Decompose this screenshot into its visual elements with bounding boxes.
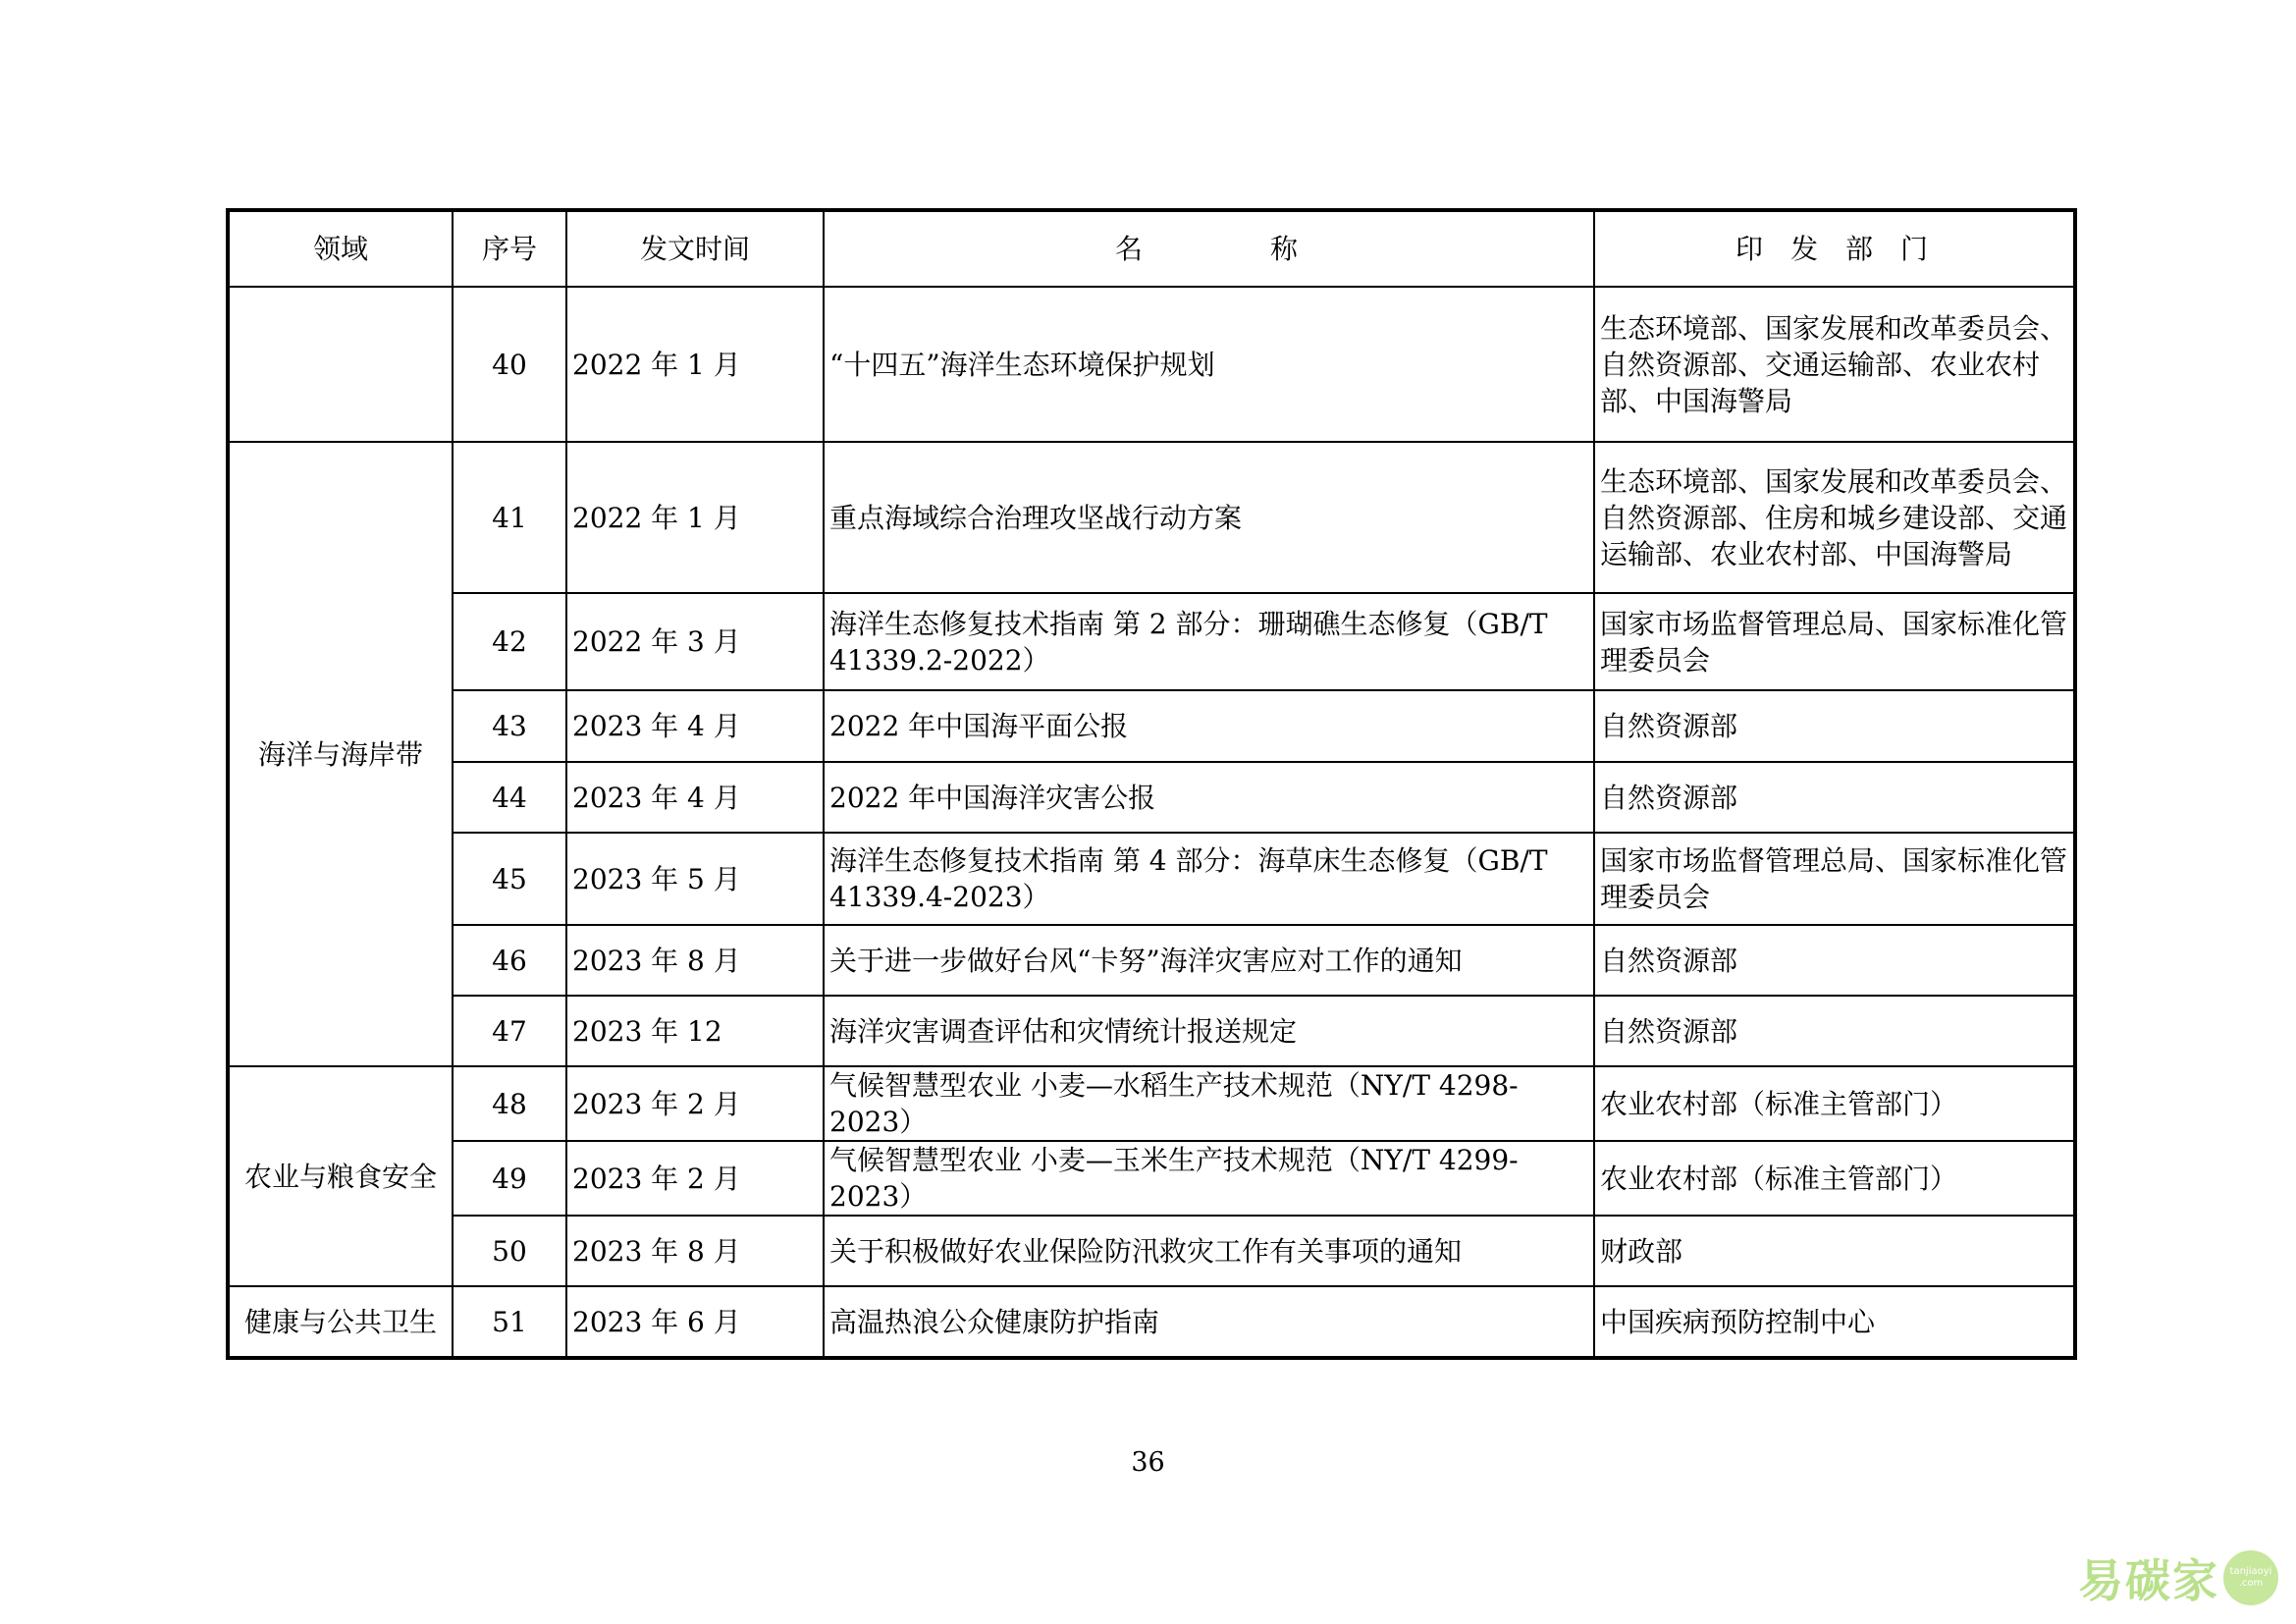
name-cell: 海洋灾害调查评估和灾情统计报送规定 — [824, 996, 1594, 1066]
name-cell: 2022 年中国海洋灾害公报 — [824, 762, 1594, 833]
dept-cell: 自然资源部 — [1594, 762, 2074, 833]
dept-cell: 自然资源部 — [1594, 925, 2074, 996]
dept-cell: 国家市场监督管理总局、国家标准化管理委员会 — [1594, 833, 2074, 925]
date-cell: 2022 年 3 月 — [566, 593, 824, 690]
table-row — [229, 1216, 2074, 1286]
watermark-badge — [2223, 1550, 2278, 1605]
dept-cell: 中国疾病预防控制中心 — [1594, 1286, 2074, 1357]
date-cell: 2023 年 6 月 — [566, 1286, 824, 1357]
seq-cell: 41 — [453, 442, 566, 593]
dept-cell: 生态环境部、国家发展和改革委员会、自然资源部、住房和城乡建设部、交通运输部、农业农村部、中国海警局 — [1594, 442, 2074, 593]
seq-cell: 48 — [453, 1066, 566, 1141]
dept-cell: 自然资源部 — [1594, 996, 2074, 1066]
table-row — [229, 833, 2074, 925]
name-cell: 气候智慧型农业 小麦—水稻生产技术规范（NY/T 4298-2023） — [824, 1066, 1594, 1141]
name-cell: “十四五”海洋生态环境保护规划 — [824, 287, 1594, 442]
name-cell: 海洋生态修复技术指南 第 4 部分：海草床生态修复（GB/T 41339.4-2023） — [824, 833, 1594, 925]
date-cell: 2022 年 1 月 — [566, 442, 824, 593]
date-cell: 2023 年 8 月 — [566, 925, 824, 996]
table-row — [229, 1286, 2074, 1357]
name-cell: 关于进一步做好台风“卡努”海洋灾害应对工作的通知 — [824, 925, 1594, 996]
date-cell: 2023 年 12 — [566, 996, 824, 1066]
header-name: 名称 — [824, 211, 1594, 287]
seq-cell: 43 — [453, 690, 566, 762]
dept-cell: 农业农村部（标准主管部门） — [1594, 1141, 2074, 1216]
name-cell: 海洋生态修复技术指南 第 2 部分：珊瑚礁生态修复（GB/T 41339.2-2022） — [824, 593, 1594, 690]
dept-cell: 自然资源部 — [1594, 690, 2074, 762]
watermark-logo — [2078, 1545, 2278, 1610]
domain-cell-empty — [229, 287, 453, 442]
date-cell: 2023 年 8 月 — [566, 1216, 824, 1286]
table-row — [229, 690, 2074, 762]
domain-cell-health: 健康与公共卫生 — [229, 1286, 453, 1357]
header-row — [229, 211, 2074, 287]
name-cell: 高温热浪公众健康防护指南 — [824, 1286, 1594, 1357]
domain-cell-marine: 海洋与海岸带 — [229, 442, 453, 1066]
document-table — [228, 210, 2075, 1358]
seq-cell: 49 — [453, 1141, 566, 1216]
seq-cell: 51 — [453, 1286, 566, 1357]
date-cell: 2023 年 2 月 — [566, 1141, 824, 1216]
page-number: 36 — [1131, 1447, 1165, 1478]
watermark-badge-line1: tanjiaoyi — [2229, 1566, 2272, 1577]
name-cell: 重点海域综合治理攻坚战行动方案 — [824, 442, 1594, 593]
seq-cell: 45 — [453, 833, 566, 925]
dept-cell: 农业农村部（标准主管部门） — [1594, 1066, 2074, 1141]
table-row — [229, 442, 2074, 593]
seq-cell: 42 — [453, 593, 566, 690]
name-cell: 关于积极做好农业保险防汛救灾工作有关事项的通知 — [824, 1216, 1594, 1286]
name-cell: 2022 年中国海平面公报 — [824, 690, 1594, 762]
table-row — [229, 925, 2074, 996]
table-row — [229, 1141, 2074, 1216]
table-row — [229, 762, 2074, 833]
date-cell: 2023 年 4 月 — [566, 690, 824, 762]
table-row — [229, 287, 2074, 442]
watermark-badge-line2: .com — [2238, 1578, 2264, 1589]
dept-cell: 生态环境部、国家发展和改革委员会、自然资源部、交通运输部、农业农村部、中国海警局 — [1594, 287, 2074, 442]
dept-cell: 国家市场监督管理总局、国家标准化管理委员会 — [1594, 593, 2074, 690]
table-row — [229, 593, 2074, 690]
date-cell: 2022 年 1 月 — [566, 287, 824, 442]
seq-cell: 50 — [453, 1216, 566, 1286]
dept-cell: 财政部 — [1594, 1216, 2074, 1286]
watermark-text: 易碳家 — [2078, 1554, 2219, 1607]
header-seq: 序号 — [453, 211, 566, 287]
date-cell: 2023 年 4 月 — [566, 762, 824, 833]
seq-cell: 46 — [453, 925, 566, 996]
name-cell: 气候智慧型农业 小麦—玉米生产技术规范（NY/T 4299-2023） — [824, 1141, 1594, 1216]
seq-cell: 40 — [453, 287, 566, 442]
date-cell: 2023 年 2 月 — [566, 1066, 824, 1141]
header-date: 发文时间 — [566, 211, 824, 287]
header-domain: 领域 — [229, 211, 453, 287]
table-row — [229, 1066, 2074, 1141]
table-row — [229, 996, 2074, 1066]
seq-cell: 47 — [453, 996, 566, 1066]
date-cell: 2023 年 5 月 — [566, 833, 824, 925]
domain-cell-agriculture: 农业与粮食安全 — [229, 1066, 453, 1286]
header-dept: 印发部门 — [1594, 211, 2074, 287]
seq-cell: 44 — [453, 762, 566, 833]
